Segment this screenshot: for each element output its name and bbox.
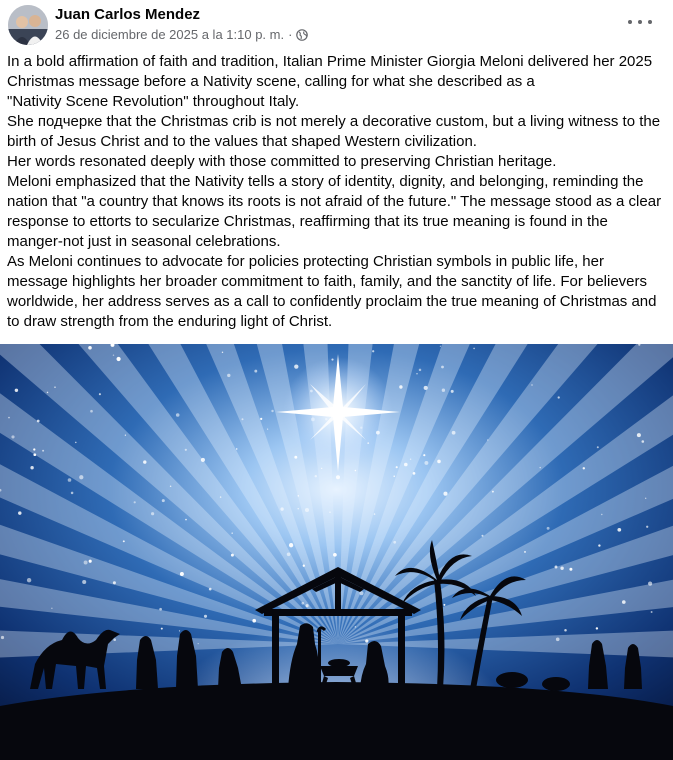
star (365, 639, 368, 642)
star (622, 600, 626, 604)
star (8, 417, 10, 419)
staff (318, 630, 321, 690)
nativity-scene-image (0, 344, 673, 760)
star (315, 475, 317, 477)
star (204, 615, 207, 618)
star (267, 429, 268, 430)
star (424, 386, 428, 390)
star (252, 619, 256, 623)
star (556, 637, 560, 641)
post-paragraph: "Nativity Scene Revolution" throughout Italy. (7, 93, 300, 110)
star (42, 450, 44, 452)
star (220, 496, 221, 497)
star (637, 433, 641, 437)
star (547, 527, 550, 530)
star (419, 369, 422, 372)
star (33, 453, 36, 456)
star (372, 350, 374, 352)
star (260, 418, 262, 420)
star (159, 608, 162, 611)
post-timestamp[interactable]: 26 de diciembre de 2025 a la 1:10 p. m. (55, 27, 285, 42)
star (646, 526, 648, 528)
post-header (0, 0, 673, 52)
star (75, 442, 77, 444)
star (117, 357, 121, 361)
star (617, 528, 621, 532)
star (305, 508, 309, 512)
star (487, 439, 488, 440)
star (170, 485, 172, 487)
star (289, 543, 293, 547)
star (125, 435, 126, 436)
star (242, 418, 244, 420)
star (185, 449, 187, 451)
star (355, 470, 357, 472)
star (68, 478, 72, 482)
baby-jesus (328, 659, 350, 667)
post-paragraph: In a bold affirmation of faith and tradition, Italian Prime Minister Giorgia Meloni delivered her 2025 Christmas message before a Nativity scene, calling for what she described as a (7, 53, 653, 90)
star (601, 514, 602, 515)
star (374, 513, 376, 515)
star (201, 458, 205, 462)
globe-icon[interactable] (296, 29, 308, 41)
star (404, 463, 408, 467)
author-name[interactable]: Juan Carlos Mendez (55, 6, 201, 23)
star (294, 456, 297, 459)
author-avatar[interactable] (8, 5, 48, 45)
star (54, 386, 56, 388)
star (524, 551, 526, 553)
star (597, 446, 599, 448)
dot (628, 20, 632, 24)
star (90, 410, 93, 413)
star (336, 475, 340, 479)
star (596, 627, 598, 629)
star (82, 580, 86, 584)
post-image[interactable] (0, 344, 673, 760)
star (642, 440, 645, 443)
star (231, 532, 233, 534)
star (185, 519, 187, 521)
star (333, 553, 337, 557)
star (18, 511, 21, 514)
star (180, 572, 184, 576)
star (179, 630, 180, 631)
star (161, 628, 163, 630)
sheep-1 (496, 672, 528, 688)
star (298, 495, 299, 496)
star (37, 420, 40, 423)
post-paragraph: Her words resonated deeply with those committed to preserving Christian heritage. (7, 153, 557, 170)
star (424, 461, 428, 465)
star (113, 638, 116, 641)
star (539, 467, 540, 468)
star (329, 511, 331, 513)
star (209, 588, 212, 591)
star (473, 348, 475, 350)
star (99, 393, 101, 395)
star (441, 366, 444, 369)
star (648, 582, 652, 586)
post-paragraph: Meloni emphasized that the Nativity tells a story of identity, dignity, and belonging, reminding the nation that "a country that knows its roots is not afraid of the future." The message stood as a clear response to ettorts to secularize Christmas, reaffirming that its true meaning is found in the manger-not just in seasonal celebrations. (7, 173, 662, 250)
star (198, 643, 199, 644)
sheep-2 (542, 677, 570, 691)
star (452, 431, 456, 435)
star (410, 459, 411, 460)
star (413, 472, 416, 475)
star (11, 435, 14, 438)
star (222, 352, 223, 353)
star (84, 561, 88, 565)
star (47, 392, 49, 394)
star (287, 552, 291, 556)
star (437, 460, 441, 464)
star (231, 554, 234, 557)
star (303, 565, 305, 567)
dot (638, 20, 642, 24)
star (294, 364, 298, 368)
star (645, 498, 646, 499)
star (583, 467, 585, 469)
star (27, 578, 31, 582)
star (176, 413, 180, 417)
star (123, 540, 125, 542)
star (162, 499, 165, 502)
star (306, 604, 309, 607)
star (569, 568, 572, 571)
star (321, 468, 322, 469)
star (651, 611, 653, 613)
star (271, 410, 273, 412)
post-body (7, 52, 667, 332)
star (564, 629, 567, 632)
star (301, 602, 304, 605)
post-paragraph: She подчерке that the Christmas crib is not merely a decorative custom, but a living witness to the birth of Jesus Christ and to the values that shaped Western civilization. (7, 113, 661, 150)
star (396, 466, 398, 468)
star (1, 636, 4, 639)
more-options-icon[interactable] (625, 12, 655, 32)
star (555, 566, 558, 569)
star (355, 626, 356, 627)
star (71, 492, 74, 495)
star (393, 541, 396, 544)
star (399, 385, 402, 388)
post-paragraph: As Meloni continues to advocate for policies protecting Christian symbols in public life, her message highlights her broader commitment to faith, family, and the sanctity of life. For believers worldwide, her address serves as a call to confidently proclaim the true meaning of Christmas and to draw strength from the enduring light of Christ. (7, 253, 657, 330)
star (254, 370, 257, 373)
star (113, 581, 116, 584)
star (416, 373, 417, 374)
star (558, 396, 560, 398)
dot (648, 20, 652, 24)
star (531, 384, 533, 386)
star (236, 448, 237, 449)
meta-separator: · (288, 27, 293, 42)
star (492, 491, 494, 493)
star (227, 374, 230, 377)
star (88, 346, 92, 350)
avatar-photo (8, 5, 48, 45)
star (443, 604, 445, 606)
star (440, 346, 441, 347)
star (30, 466, 33, 469)
star (443, 492, 447, 496)
ground (0, 682, 673, 760)
star (298, 508, 299, 509)
star (393, 476, 394, 477)
star (280, 507, 283, 510)
star (51, 608, 52, 609)
star (451, 390, 454, 393)
star (79, 475, 83, 479)
star (151, 512, 154, 515)
star (560, 567, 563, 570)
star (113, 354, 114, 355)
star (33, 448, 35, 450)
star (89, 560, 92, 563)
star (143, 460, 146, 463)
star (15, 389, 18, 392)
star (423, 454, 425, 456)
post-meta (55, 27, 308, 42)
star (481, 535, 483, 537)
star (442, 389, 445, 392)
star (134, 501, 136, 503)
star (598, 544, 600, 546)
